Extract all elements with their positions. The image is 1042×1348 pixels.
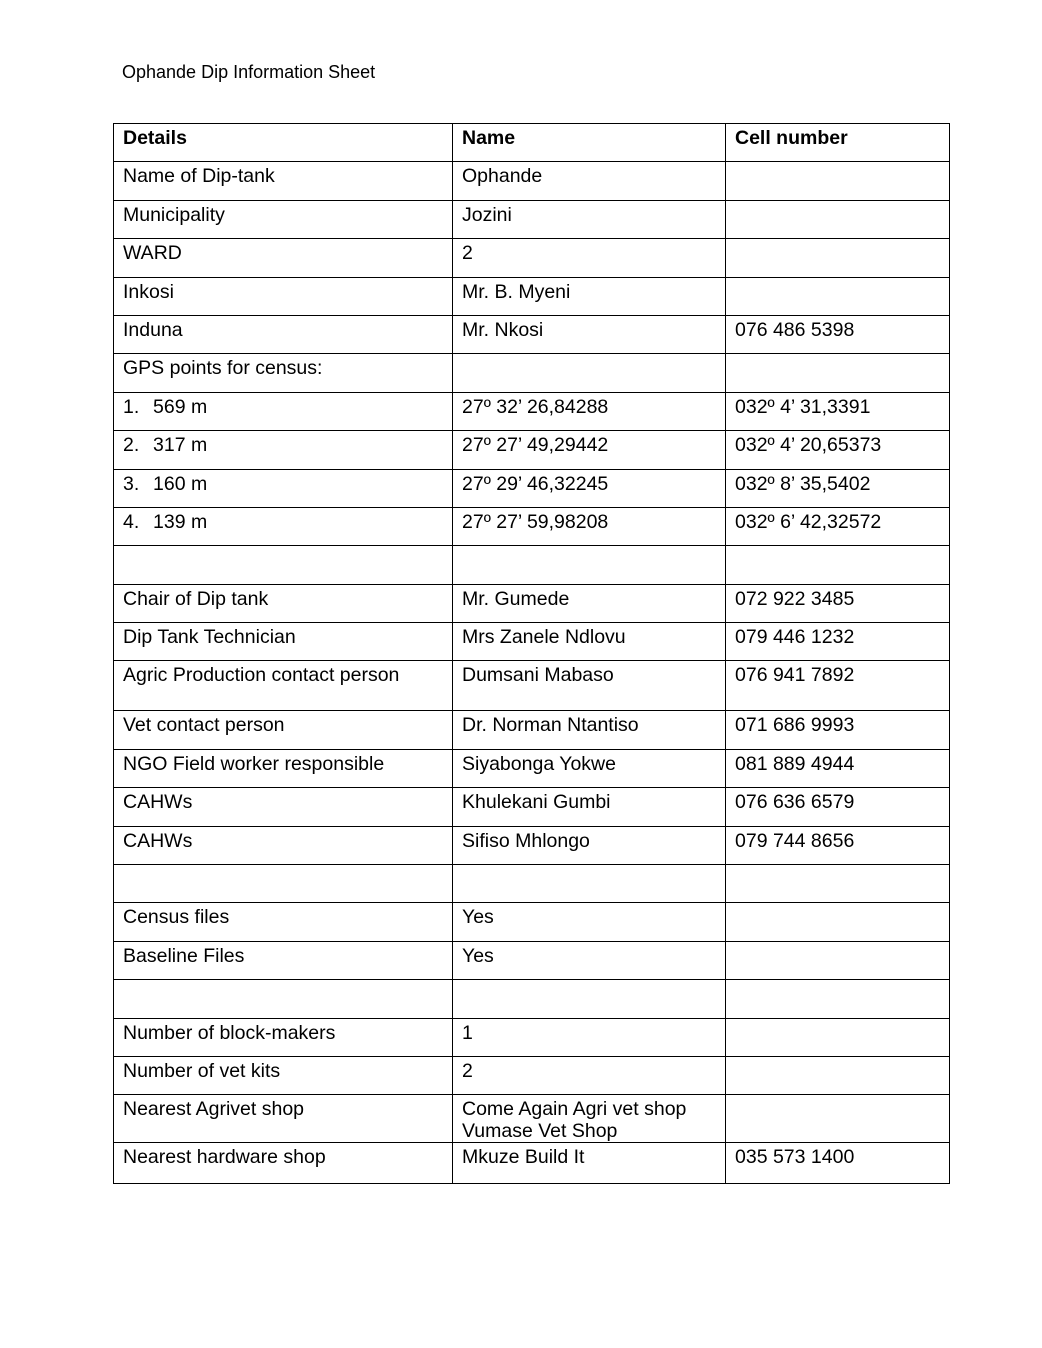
role-cell: Chair of Dip tank (114, 584, 453, 622)
shop-names-cell (453, 1095, 726, 1143)
name-cell: 2 (453, 1056, 726, 1094)
name-cell: Yes (453, 941, 726, 979)
cell-number-cell (726, 354, 950, 392)
agrivet-shop-row (114, 1095, 950, 1143)
longitude-cell: 032º 6’ 42,32572 (726, 507, 950, 545)
latitude-cell: 27º 27’ 49,29442 (453, 431, 726, 469)
cell-number-cell (726, 941, 950, 979)
table-row (114, 162, 950, 200)
empty-cell (726, 980, 950, 1018)
phone-cell: 071 686 9993 (726, 711, 950, 749)
name-cell: Yes (453, 903, 726, 941)
shop-name-line: Vumase Vet Shop (462, 1120, 618, 1143)
contact-name-cell: Dumsani Mabaso (453, 661, 726, 711)
contact-row (114, 788, 950, 826)
cell-number-cell (726, 162, 950, 200)
hardware-shop-row (114, 1143, 950, 1184)
role-cell: Vet contact person (114, 711, 453, 749)
phone-cell: 079 744 8656 (726, 826, 950, 864)
empty-cell (114, 865, 453, 903)
empty-cell (453, 865, 726, 903)
latitude-cell: 27º 32’ 26,84288 (453, 392, 726, 430)
empty-row (114, 546, 950, 584)
gps-point-label (114, 469, 453, 507)
name-cell: Jozini (453, 200, 726, 238)
details-cell: Municipality (114, 200, 453, 238)
details-cell: WARD (114, 239, 453, 277)
longitude-cell: 032º 4’ 20,65373 (726, 431, 950, 469)
cell-number-cell (726, 903, 950, 941)
shop-name-line: Come Again Agri vet shop (462, 1098, 687, 1121)
gps-point-label (114, 392, 453, 430)
list-number: 1. (123, 395, 140, 418)
role-cell: Agric Production contact person (114, 661, 453, 711)
role-cell: Dip Tank Technician (114, 623, 453, 661)
empty-cell (114, 980, 453, 1018)
table-row (114, 239, 950, 277)
longitude-cell: 032º 4’ 31,3391 (726, 392, 950, 430)
details-cell: Baseline Files (114, 941, 453, 979)
name-cell: 1 (453, 1018, 726, 1056)
phone-cell: 072 922 3485 (726, 584, 950, 622)
resource-row (114, 1018, 950, 1056)
name-cell: Mr. Nkosi (453, 315, 726, 353)
name-cell: Ophande (453, 162, 726, 200)
latitude-cell: 27º 29’ 46,32245 (453, 469, 726, 507)
files-row (114, 903, 950, 941)
name-cell (453, 354, 726, 392)
name-cell: 2 (453, 239, 726, 277)
header-details: Details (114, 124, 453, 162)
role-cell: CAHWs (114, 788, 453, 826)
phone-cell: 076 941 7892 (726, 661, 950, 711)
contact-name-cell: Mrs Zanele Ndlovu (453, 623, 726, 661)
empty-cell (726, 865, 950, 903)
phone-cell: 079 446 1232 (726, 623, 950, 661)
cell-number-cell (726, 1056, 950, 1094)
phone-cell: 081 889 4944 (726, 749, 950, 787)
gps-point-row (114, 431, 950, 469)
contact-name-cell: Sifiso Mhlongo (453, 826, 726, 864)
empty-cell (114, 546, 453, 584)
details-cell: Nearest hardware shop (114, 1143, 453, 1184)
contact-name-cell: Dr. Norman Ntantiso (453, 711, 726, 749)
header-cell-number: Cell number (726, 124, 950, 162)
contact-name-cell: Mr. Gumede (453, 584, 726, 622)
table-header-row (114, 124, 950, 162)
name-cell: Mkuze Build It (453, 1143, 726, 1184)
files-row (114, 941, 950, 979)
list-number: 3. (123, 472, 140, 495)
contact-row (114, 711, 950, 749)
empty-row (114, 980, 950, 1018)
cell-number-cell: 076 486 5398 (726, 315, 950, 353)
contact-row (114, 826, 950, 864)
gps-point-label (114, 431, 453, 469)
empty-cell (453, 546, 726, 584)
contact-row (114, 623, 950, 661)
cell-number-cell (726, 277, 950, 315)
table-row (114, 277, 950, 315)
gps-point-label (114, 507, 453, 545)
table-row (114, 200, 950, 238)
details-cell: Number of vet kits (114, 1056, 453, 1094)
dip-information-table (113, 123, 950, 1184)
details-cell: Name of Dip-tank (114, 162, 453, 200)
gps-point-row (114, 507, 950, 545)
latitude-cell: 27º 27’ 59,98208 (453, 507, 726, 545)
cell-number-cell (726, 200, 950, 238)
altitude-label: 160 m (153, 472, 208, 495)
contact-name-cell: Khulekani Gumbi (453, 788, 726, 826)
contact-name-cell: Siyabonga Yokwe (453, 749, 726, 787)
cell-number-cell (726, 1018, 950, 1056)
gps-point-row (114, 469, 950, 507)
altitude-label: 569 m (153, 395, 208, 418)
cell-number-cell (726, 239, 950, 277)
name-cell: Mr. B. Myeni (453, 277, 726, 315)
list-number: 2. (123, 434, 140, 457)
table-row (114, 354, 950, 392)
contact-row (114, 661, 950, 711)
empty-row (114, 865, 950, 903)
altitude-label: 317 m (153, 434, 208, 457)
contact-row (114, 584, 950, 622)
details-cell: GPS points for census: (114, 354, 453, 392)
list-number: 4. (123, 510, 140, 533)
role-cell: CAHWs (114, 826, 453, 864)
resource-row (114, 1056, 950, 1094)
altitude-label: 139 m (153, 510, 208, 533)
longitude-cell: 032º 8’ 35,5402 (726, 469, 950, 507)
contact-row (114, 749, 950, 787)
role-cell: NGO Field worker responsible (114, 749, 453, 787)
gps-point-row (114, 392, 950, 430)
header-name: Name (453, 124, 726, 162)
cell-number-cell (726, 1095, 950, 1143)
details-cell: Census files (114, 903, 453, 941)
details-cell: Number of block-makers (114, 1018, 453, 1056)
table-row (114, 315, 950, 353)
phone-cell: 076 636 6579 (726, 788, 950, 826)
cell-number-cell: 035 573 1400 (726, 1143, 950, 1184)
document-title: Ophande Dip Information Sheet (122, 62, 376, 82)
details-cell: Induna (114, 315, 453, 353)
empty-cell (726, 546, 950, 584)
empty-cell (453, 980, 726, 1018)
details-cell: Nearest Agrivet shop (114, 1095, 453, 1143)
details-cell: Inkosi (114, 277, 453, 315)
